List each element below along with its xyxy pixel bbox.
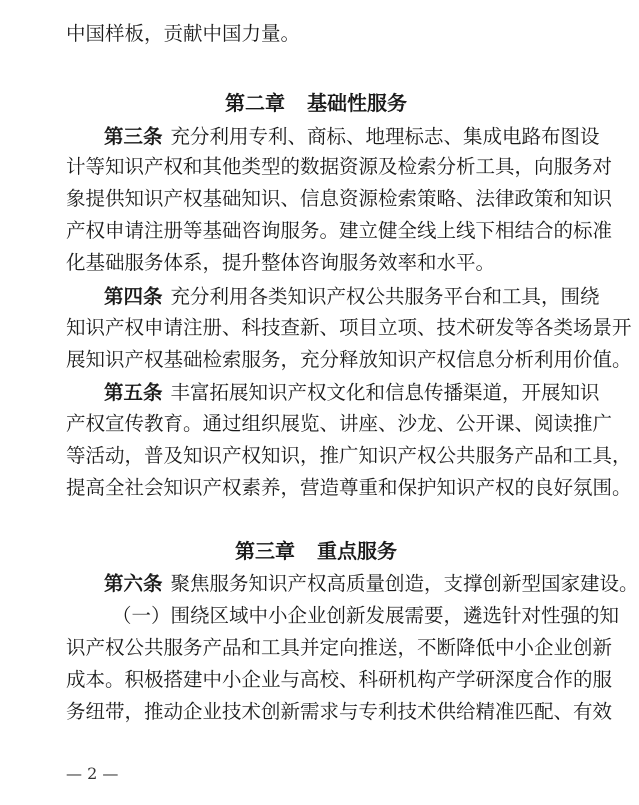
- article-label: 第三条: [104, 125, 163, 148]
- paragraph-line: 知识产权申请注册、科技查新、项目立项、技术研发等各类场景开: [66, 316, 632, 339]
- paragraph-line: 产权申请注册等基础咨询服务。建立健全线上线下相结合的标准: [66, 219, 613, 242]
- article-6-line-1: [104, 569, 639, 599]
- paragraph-line: 产权宣传教育。通过组织展览、讲座、沙龙、公开课、阅读推广: [66, 412, 613, 435]
- article-label: 第四条: [104, 285, 163, 308]
- paragraph-text: 聚焦服务知识产权高质量创造，支撑创新型国家建设。: [170, 572, 639, 595]
- paragraph-line: 成本。积极搭建中小企业与高校、科研机构产学研深度合作的服: [66, 668, 613, 691]
- paragraph-line: 化基础服务体系，提升整体咨询服务效率和水平。: [66, 251, 496, 274]
- page-number: — 2 —: [66, 764, 119, 783]
- chapter-title: 重点服务: [317, 539, 397, 563]
- paragraph-text: 丰富拓展知识产权文化和信息传播渠道，开展知识: [170, 381, 600, 404]
- paragraph-text: 充分利用各类知识产权公共服务平台和工具，围绕: [170, 285, 600, 308]
- continuation-line: 中国样板，贡献中国力量。: [66, 22, 301, 45]
- paragraph-line: 识产权公共服务产品和工具并定向推送，不断降低中小企业创新: [66, 636, 613, 659]
- paragraph-line: 展知识产权基础检索服务，充分释放知识产权信息分析利用价值。: [66, 348, 632, 371]
- paragraph-text: 充分利用专利、商标、地理标志、集成电路布图设: [170, 125, 600, 148]
- item-1-line-1: （一）围绕区域中小企业创新发展需要，遴选针对性强的知: [112, 604, 620, 627]
- paragraph-line: 务纽带，推动企业技术创新需求与专利技术供给精准匹配、有效: [66, 700, 613, 723]
- article-3-line-1: [104, 122, 600, 152]
- article-5-line-1: [104, 378, 600, 408]
- article-label: 第五条: [104, 381, 163, 404]
- paragraph-line: 提高全社会知识产权素养，营造尊重和保护知识产权的良好氛围。: [66, 476, 632, 499]
- chapter-heading-3: [0, 536, 632, 566]
- paragraph-line: 等活动，普及知识产权知识，推广知识产权公共服务产品和工具，: [66, 444, 632, 467]
- paragraph-line: 象提供知识产权基础知识、信息资源检索策略、法律政策和知识: [66, 187, 613, 210]
- chapter-title: 基础性服务: [307, 91, 407, 115]
- paragraph-line: 计等知识产权和其他类型的数据资源及检索分析工具，向服务对: [66, 155, 613, 178]
- chapter-heading-2: [0, 88, 632, 118]
- article-label: 第六条: [104, 572, 163, 595]
- chapter-number: 第三章: [235, 539, 295, 563]
- article-4-line-1: [104, 282, 600, 312]
- chapter-number: 第二章: [225, 91, 285, 115]
